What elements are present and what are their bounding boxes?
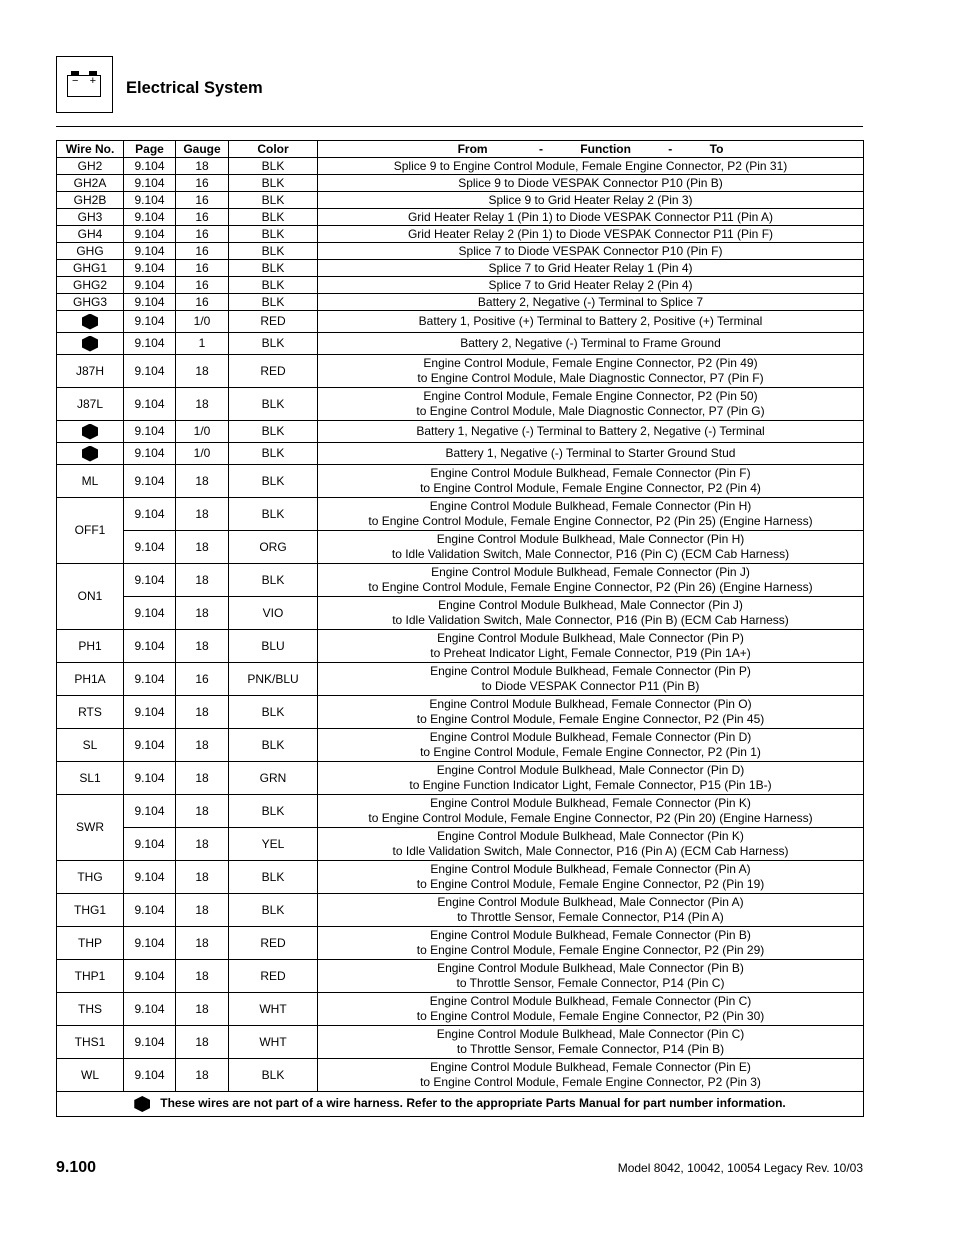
wire-no-cell: OFF1 — [57, 498, 124, 564]
hexagon-note-icon — [82, 314, 98, 330]
note-row — [57, 1092, 864, 1117]
color-cell: BLU — [229, 630, 318, 663]
function-line-1: Battery 1, Negative (-) Terminal to Battery 2, Negative (-) Terminal — [416, 424, 765, 438]
table-row — [57, 192, 864, 209]
function-line-1: Engine Control Module, Female Engine Connector, P2 (Pin 50) — [423, 389, 758, 403]
page-cell: 9.104 — [124, 226, 176, 243]
function-line-2: to Engine Control Module, Female Engine Connector, P2 (Pin 1) — [420, 745, 761, 759]
function-line-2: to Engine Control Module, Female Engine Connector, P2 (Pin 3) — [420, 1075, 761, 1089]
gauge-cell: 16 — [176, 277, 229, 294]
function-line-1: Splice 9 to Diode VESPAK Connector P10 (Pin B) — [458, 175, 723, 190]
color-cell: BLK — [229, 388, 318, 421]
color-cell: VIO — [229, 597, 318, 630]
page-cell: 9.104 — [124, 564, 176, 597]
table-row — [57, 294, 864, 311]
gauge-cell: 16 — [176, 243, 229, 260]
battery-icon: − + — [67, 75, 101, 97]
function-cell — [318, 192, 864, 209]
page-cell: 9.104 — [124, 597, 176, 630]
function-line-2: to Diode VESPAK Connector P11 (Pin B) — [481, 679, 700, 693]
function-line-1: Battery 1, Positive (+) Terminal to Battery 2, Positive (+) Terminal — [418, 314, 763, 328]
function-line-1: Engine Control Module Bulkhead, Female Connector (Pin H) — [429, 499, 752, 513]
wire-no-cell: WL — [57, 1059, 124, 1092]
wire-no-cell: GH2 — [57, 158, 124, 175]
table-row — [57, 465, 864, 498]
page-cell: 9.104 — [124, 861, 176, 894]
gauge-cell: 18 — [176, 960, 229, 993]
function-cell — [318, 531, 864, 564]
function-line-1: Battery 2, Negative (-) Terminal to Frame Ground — [460, 336, 721, 350]
function-line-1: Engine Control Module Bulkhead, Female Connector (Pin A) — [430, 862, 751, 876]
table-row — [57, 663, 864, 696]
table-row — [57, 861, 864, 894]
page-cell: 9.104 — [124, 696, 176, 729]
color-cell: PNK/BLU — [229, 663, 318, 696]
page-cell: 9.104 — [124, 828, 176, 861]
function-line-1: Engine Control Module Bulkhead, Male Connector (Pin A) — [437, 895, 744, 909]
color-cell: RED — [229, 355, 318, 388]
color-cell: BLK — [229, 294, 318, 311]
header-icon-box — [56, 56, 113, 113]
color-cell: ORG — [229, 531, 318, 564]
color-cell: BLK — [229, 243, 318, 260]
function-cell — [318, 294, 864, 311]
wire-no-cell: GH4 — [57, 226, 124, 243]
gauge-cell: 18 — [176, 696, 229, 729]
note-text: These wires are not part of a wire harness. Refer to the appropriate Parts Manual for part number information. — [160, 1096, 786, 1111]
function-cell — [318, 333, 864, 355]
col-function: From - Function - To — [318, 141, 864, 158]
wire-no-cell: ON1 — [57, 564, 124, 630]
gauge-cell: 16 — [176, 175, 229, 192]
function-cell — [318, 993, 864, 1026]
table-row — [57, 355, 864, 388]
function-line-1: Splice 7 to Diode VESPAK Connector P10 (Pin F) — [458, 243, 723, 258]
function-cell — [318, 226, 864, 243]
table-row — [57, 630, 864, 663]
table-row — [57, 333, 864, 355]
gauge-cell: 18 — [176, 498, 229, 531]
wire-no-cell: THG — [57, 861, 124, 894]
table-row — [57, 795, 864, 828]
col-gauge: Gauge — [176, 141, 229, 158]
color-cell: BLK — [229, 277, 318, 294]
gauge-cell: 18 — [176, 861, 229, 894]
color-cell: YEL — [229, 828, 318, 861]
function-cell — [318, 277, 864, 294]
page-cell: 9.104 — [124, 465, 176, 498]
function-cell — [318, 927, 864, 960]
page-cell: 9.104 — [124, 421, 176, 443]
page-cell: 9.104 — [124, 531, 176, 564]
color-cell: BLK — [229, 465, 318, 498]
table-row — [57, 311, 864, 333]
gauge-cell: 18 — [176, 1026, 229, 1059]
function-line-1: Engine Control Module Bulkhead, Female Connector (Pin O) — [429, 697, 752, 711]
wire-no-cell: GHG3 — [57, 294, 124, 311]
table-row — [57, 158, 864, 175]
wire-no-cell: ML — [57, 465, 124, 498]
page-cell: 9.104 — [124, 311, 176, 333]
function-cell — [318, 421, 864, 443]
function-line-1: Splice 7 to Grid Heater Relay 2 (Pin 4) — [488, 277, 693, 292]
function-line-2: to Engine Control Module, Male Diagnostic Connector, P7 (Pin G) — [416, 404, 765, 418]
page-cell: 9.104 — [124, 388, 176, 421]
function-line-1: Engine Control Module Bulkhead, Male Connector (Pin J) — [438, 598, 743, 612]
table-row — [57, 729, 864, 762]
color-cell: BLK — [229, 729, 318, 762]
table-row — [57, 226, 864, 243]
function-cell — [318, 828, 864, 861]
color-cell: WHT — [229, 1026, 318, 1059]
table-row — [57, 209, 864, 226]
color-cell: BLK — [229, 861, 318, 894]
page-cell: 9.104 — [124, 960, 176, 993]
function-cell — [318, 311, 864, 333]
table-row — [57, 1059, 864, 1092]
function-cell — [318, 243, 864, 260]
color-cell: BLK — [229, 443, 318, 465]
color-cell: BLK — [229, 795, 318, 828]
table-row — [57, 696, 864, 729]
wire-table-body — [57, 158, 864, 1092]
gauge-cell: 18 — [176, 729, 229, 762]
function-cell — [318, 663, 864, 696]
function-line-2: to Idle Validation Switch, Male Connector, P16 (Pin B) (ECM Cab Harness) — [392, 613, 789, 627]
function-cell — [318, 465, 864, 498]
wire-no-cell: SL1 — [57, 762, 124, 795]
function-cell — [318, 729, 864, 762]
gauge-cell: 18 — [176, 597, 229, 630]
function-line-1: Engine Control Module Bulkhead, Female Connector (Pin P) — [430, 664, 751, 678]
wire-no-cell — [57, 333, 124, 355]
table-row — [57, 828, 864, 861]
color-cell: BLK — [229, 209, 318, 226]
page-cell: 9.104 — [124, 894, 176, 927]
function-line-1: Engine Control Module Bulkhead, Female Connector (Pin B) — [430, 928, 751, 942]
wire-no-cell: THS1 — [57, 1026, 124, 1059]
function-line-2: to Engine Control Module, Female Engine Connector, P2 (Pin 30) — [416, 1009, 765, 1023]
color-cell: BLK — [229, 175, 318, 192]
function-cell — [318, 894, 864, 927]
wire-no-cell: J87L — [57, 388, 124, 421]
function-line-1: Engine Control Module Bulkhead, Male Connector (Pin K) — [437, 829, 744, 843]
page-cell: 9.104 — [124, 209, 176, 226]
color-cell: BLK — [229, 421, 318, 443]
hexagon-note-icon — [82, 424, 98, 440]
table-header-row — [57, 141, 864, 158]
page-cell: 9.104 — [124, 663, 176, 696]
gauge-cell: 1 — [176, 333, 229, 355]
page-cell: 9.104 — [124, 192, 176, 209]
function-line-2: to Idle Validation Switch, Male Connector, P16 (Pin C) (ECM Cab Harness) — [391, 547, 790, 561]
function-line-2: to Engine Control Module, Female Engine Connector, P2 (Pin 4) — [420, 481, 761, 495]
table-row — [57, 960, 864, 993]
wire-no-cell: GH2B — [57, 192, 124, 209]
wire-no-cell: THG1 — [57, 894, 124, 927]
function-line-1: Engine Control Module, Female Engine Connector, P2 (Pin 49) — [423, 356, 758, 370]
color-cell: BLK — [229, 564, 318, 597]
function-line-1: Splice 9 to Engine Control Module, Female Engine Connector, P2 (Pin 31) — [393, 158, 788, 173]
wire-no-cell: GH2A — [57, 175, 124, 192]
wire-no-cell — [57, 421, 124, 443]
gauge-cell: 16 — [176, 294, 229, 311]
function-cell — [318, 388, 864, 421]
function-line-1: Engine Control Module Bulkhead, Male Connector (Pin P) — [437, 631, 744, 645]
gauge-cell: 18 — [176, 564, 229, 597]
gauge-cell: 18 — [176, 158, 229, 175]
function-cell — [318, 696, 864, 729]
function-line-1: Engine Control Module Bulkhead, Female Connector (Pin F) — [430, 466, 751, 480]
function-cell — [318, 1026, 864, 1059]
color-cell: RED — [229, 960, 318, 993]
hexagon-note-icon — [134, 1096, 150, 1112]
function-cell — [318, 1059, 864, 1092]
hexagon-note-icon — [82, 446, 98, 462]
gauge-cell: 18 — [176, 531, 229, 564]
gauge-cell: 18 — [176, 795, 229, 828]
gauge-cell: 18 — [176, 465, 229, 498]
function-line-1: Engine Control Module Bulkhead, Female Connector (Pin J) — [431, 565, 750, 579]
hexagon-note-icon — [82, 336, 98, 352]
function-line-2: to Throttle Sensor, Female Connector, P14 (Pin B) — [456, 1042, 725, 1056]
function-cell — [318, 564, 864, 597]
function-line-1: Engine Control Module Bulkhead, Female Connector (Pin C) — [429, 994, 752, 1008]
page-title: Electrical System — [126, 79, 263, 97]
table-row — [57, 894, 864, 927]
col-wire-no: Wire No. — [57, 141, 124, 158]
function-line-1: Engine Control Module Bulkhead, Male Connector (Pin H) — [436, 532, 745, 546]
function-line-1: Engine Control Module Bulkhead, Female Connector (Pin E) — [430, 1060, 751, 1074]
color-cell: BLK — [229, 894, 318, 927]
table-row — [57, 597, 864, 630]
function-line-1: Battery 2, Negative (-) Terminal to Splice 7 — [477, 294, 704, 309]
wire-no-cell: GHG1 — [57, 260, 124, 277]
color-cell: RED — [229, 927, 318, 960]
page-cell: 9.104 — [124, 243, 176, 260]
function-line-1: Grid Heater Relay 2 (Pin 1) to Diode VESPAK Connector P11 (Pin F) — [407, 226, 774, 241]
wire-no-cell: J87H — [57, 355, 124, 388]
color-cell: BLK — [229, 696, 318, 729]
page-cell: 9.104 — [124, 729, 176, 762]
gauge-cell: 16 — [176, 226, 229, 243]
table-row — [57, 443, 864, 465]
gauge-cell: 18 — [176, 355, 229, 388]
function-line-2: to Engine Control Module, Female Engine Connector, P2 (Pin 45) — [416, 712, 765, 726]
page-cell: 9.104 — [124, 260, 176, 277]
function-cell — [318, 597, 864, 630]
table-row — [57, 260, 864, 277]
color-cell: BLK — [229, 158, 318, 175]
function-line-2: to Engine Control Module, Female Engine Connector, P2 (Pin 19) — [416, 877, 765, 891]
function-line-2: to Idle Validation Switch, Male Connector, P16 (Pin A) (ECM Cab Harness) — [392, 844, 789, 858]
function-line-2: to Engine Control Module, Female Engine Connector, P2 (Pin 20) (Engine Harness) — [368, 811, 813, 825]
color-cell: RED — [229, 311, 318, 333]
function-line-2: to Engine Control Module, Female Engine Connector, P2 (Pin 25) (Engine Harness) — [368, 514, 813, 528]
gauge-cell: 18 — [176, 894, 229, 927]
function-cell — [318, 260, 864, 277]
gauge-cell: 1/0 — [176, 443, 229, 465]
table-row — [57, 421, 864, 443]
table-row — [57, 498, 864, 531]
wire-no-cell: THS — [57, 993, 124, 1026]
function-cell — [318, 630, 864, 663]
table-row — [57, 388, 864, 421]
function-line-1: Splice 9 to Grid Heater Relay 2 (Pin 3) — [488, 192, 693, 207]
color-cell: WHT — [229, 993, 318, 1026]
gauge-cell: 1/0 — [176, 421, 229, 443]
gauge-cell: 16 — [176, 663, 229, 696]
table-row — [57, 927, 864, 960]
gauge-cell: 18 — [176, 927, 229, 960]
wire-no-cell: GHG — [57, 243, 124, 260]
color-cell: GRN — [229, 762, 318, 795]
color-cell: BLK — [229, 260, 318, 277]
wire-no-cell: SWR — [57, 795, 124, 861]
wire-no-cell: RTS — [57, 696, 124, 729]
gauge-cell: 18 — [176, 762, 229, 795]
gauge-cell: 18 — [176, 828, 229, 861]
function-line-1: Engine Control Module Bulkhead, Male Connector (Pin C) — [436, 1027, 745, 1041]
function-cell — [318, 795, 864, 828]
gauge-cell: 18 — [176, 1059, 229, 1092]
header-divider — [56, 126, 863, 127]
page-cell: 9.104 — [124, 175, 176, 192]
table-row — [57, 1026, 864, 1059]
wire-no-cell: SL — [57, 729, 124, 762]
color-cell: BLK — [229, 333, 318, 355]
function-cell — [318, 158, 864, 175]
function-line-2: to Throttle Sensor, Female Connector, P14 (Pin A) — [457, 910, 724, 924]
wire-no-cell — [57, 311, 124, 333]
page-cell: 9.104 — [124, 498, 176, 531]
page-cell: 9.104 — [124, 1026, 176, 1059]
page-cell: 9.104 — [124, 927, 176, 960]
wire-no-cell: GHG2 — [57, 277, 124, 294]
gauge-cell: 18 — [176, 993, 229, 1026]
function-cell — [318, 175, 864, 192]
page-cell: 9.104 — [124, 277, 176, 294]
function-line-2: to Engine Control Module, Male Diagnostic Connector, P7 (Pin F) — [417, 371, 764, 385]
page-cell: 9.104 — [124, 762, 176, 795]
function-line-1: Battery 1, Negative (-) Terminal to Starter Ground Stud — [445, 446, 736, 460]
table-row — [57, 564, 864, 597]
wire-no-cell: PH1A — [57, 663, 124, 696]
function-cell — [318, 960, 864, 993]
wire-no-cell — [57, 443, 124, 465]
function-line-1: Grid Heater Relay 1 (Pin 1) to Diode VESPAK Connector P11 (Pin A) — [407, 209, 774, 224]
color-cell: BLK — [229, 1059, 318, 1092]
color-cell: BLK — [229, 192, 318, 209]
model-revision: Model 8042, 10042, 10054 Legacy Rev. 10/03 — [617, 1161, 863, 1175]
col-color: Color — [229, 141, 318, 158]
wire-no-cell: GH3 — [57, 209, 124, 226]
page-cell: 9.104 — [124, 443, 176, 465]
function-cell — [318, 861, 864, 894]
gauge-cell: 18 — [176, 388, 229, 421]
note-cell — [57, 1092, 864, 1117]
table-row — [57, 243, 864, 260]
function-cell — [318, 762, 864, 795]
function-line-1: Engine Control Module Bulkhead, Male Connector (Pin B) — [437, 961, 744, 975]
function-line-1: Splice 7 to Grid Heater Relay 1 (Pin 4) — [488, 260, 693, 275]
function-cell — [318, 498, 864, 531]
wire-no-cell: THP — [57, 927, 124, 960]
function-line-1: Engine Control Module Bulkhead, Male Connector (Pin D) — [436, 763, 745, 777]
color-cell: BLK — [229, 498, 318, 531]
wire-no-cell: PH1 — [57, 630, 124, 663]
function-line-2: to Throttle Sensor, Female Connector, P14 (Pin C) — [456, 976, 725, 990]
table-row — [57, 175, 864, 192]
table-row — [57, 762, 864, 795]
function-cell — [318, 355, 864, 388]
gauge-cell: 18 — [176, 630, 229, 663]
function-line-2: to Preheat Indicator Light, Female Connector, P19 (Pin 1A+) — [430, 646, 751, 660]
wire-no-cell: THP1 — [57, 960, 124, 993]
gauge-cell: 16 — [176, 192, 229, 209]
wire-table — [56, 140, 864, 1117]
gauge-cell: 16 — [176, 209, 229, 226]
page-cell: 9.104 — [124, 294, 176, 311]
page-cell: 9.104 — [124, 993, 176, 1026]
table-row — [57, 531, 864, 564]
gauge-cell: 1/0 — [176, 311, 229, 333]
page-number: 9.100 — [56, 1159, 97, 1176]
page-cell: 9.104 — [124, 1059, 176, 1092]
function-line-2: to Engine Control Module, Female Engine Connector, P2 (Pin 26) (Engine Harness) — [368, 580, 813, 594]
color-cell: BLK — [229, 226, 318, 243]
table-row — [57, 277, 864, 294]
function-line-1: Engine Control Module Bulkhead, Female Connector (Pin D) — [429, 730, 752, 744]
function-cell — [318, 443, 864, 465]
function-line-2: to Engine Function Indicator Light, Female Connector, P15 (Pin 1B-) — [409, 778, 772, 792]
table-row — [57, 993, 864, 1026]
gauge-cell: 16 — [176, 260, 229, 277]
col-page: Page — [124, 141, 176, 158]
page-cell: 9.104 — [124, 333, 176, 355]
page-cell: 9.104 — [124, 795, 176, 828]
page-cell: 9.104 — [124, 630, 176, 663]
page-cell: 9.104 — [124, 355, 176, 388]
page-cell: 9.104 — [124, 158, 176, 175]
function-line-1: Engine Control Module Bulkhead, Female Connector (Pin K) — [430, 796, 751, 810]
function-cell — [318, 209, 864, 226]
function-line-2: to Engine Control Module, Female Engine Connector, P2 (Pin 29) — [416, 943, 765, 957]
